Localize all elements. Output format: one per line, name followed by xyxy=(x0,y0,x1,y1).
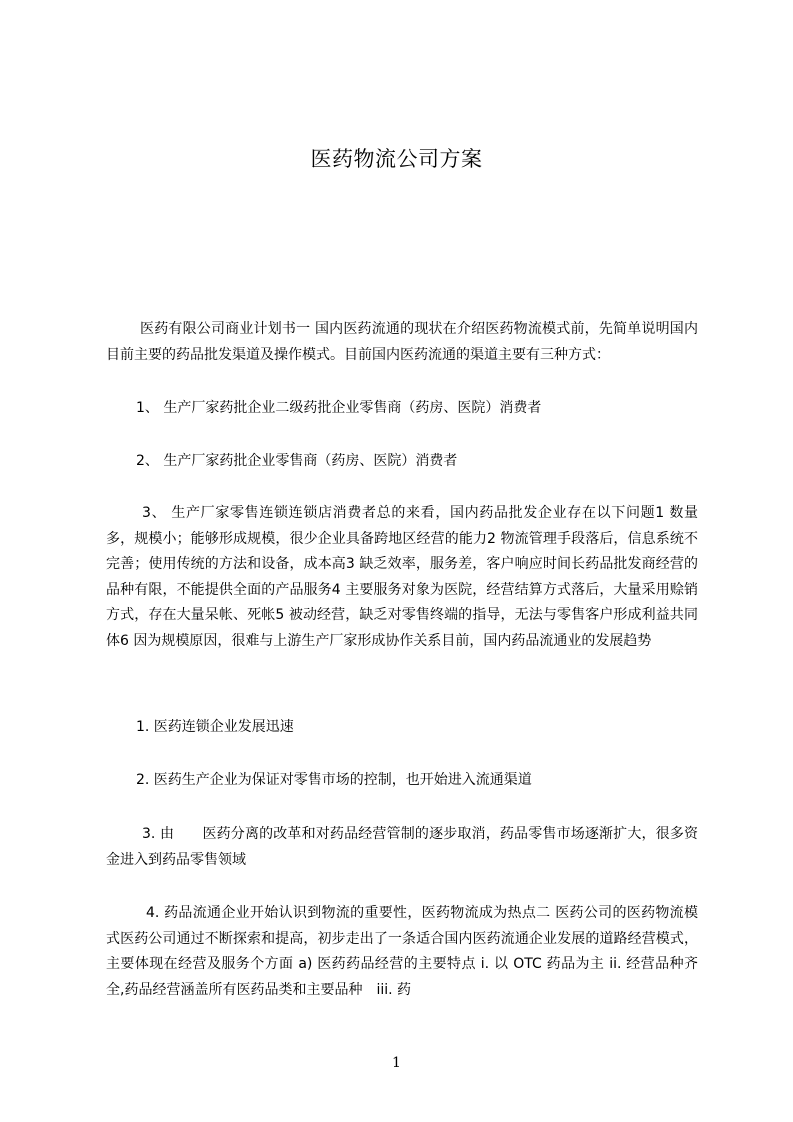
list-item-trend-1: 1. 医药连锁企业发展迅速 xyxy=(136,719,294,735)
page-title: 医药物流公司方案 xyxy=(310,147,483,171)
paragraph-intro: 医药有限公司商业计划书一 国内医药流通的现状在介绍医药物流模式前，先简单说明国内目前主要的药品批发渠道及操作模式。目前国内医药流通的渠道主要有三种方式： xyxy=(106,321,698,363)
list-item-trend-3: 3. 由 医药分离的改革和对药品经营管制的逐步取消，药品零售市场逐渐扩大，很多资金进入到药品零售领域 xyxy=(106,826,698,868)
page-number: 1 xyxy=(392,1055,401,1071)
list-item-trend-2: 2. 医药生产企业为保证对零售市场的控制，也开始进入流通渠道 xyxy=(136,772,532,788)
list-item-channel-1: 1、 生产厂家药批企业二级药批企业零售商（药房、医院）消费者 xyxy=(136,400,542,416)
list-item-channel-3-problems: 3、 生产厂家零售连锁连锁店消费者总的来看，国内药品批发企业存在以下问题1 数量多，规模小；能够形成规模，很少企业具备跨地区经营的能力2 物流管理手段落后，信息系统不完善；使用传统的方法和设备，成本高3 缺乏效率，服务差，客户响应时间长药品批发商经营的品种有限，不能提供全面的产品服务4 主要服务对象为医院，经营结算方式落后，大量采用赊销方式，存在大量呆帐、死帐5 被动经营，缺乏对零售终端的指导，无法与零售客户形成利益共同体6 因为规模原因，很难与上游生产厂家形成协作关系目前，国内药品流通业的发展趋势 xyxy=(106,505,698,649)
list-item-trend-4-model: 4. 药品流通企业开始认识到物流的重要性，医药物流成为热点二 医药公司的医药物流模式医药公司通过不断探索和提高，初步走出了一条适合国内医药流通企业发展的道路经营模式，主要体现在经营及服务个方面 a) 医药药品经营的主要特点 i. 以 OTC 药品为主 ii. 经营品种齐全,药品经营涵盖所有医药品类和主要品种 iii. 药 xyxy=(106,905,698,998)
list-item-channel-2: 2、 生产厂家药批企业零售商（药房、医院）消费者 xyxy=(136,453,458,469)
